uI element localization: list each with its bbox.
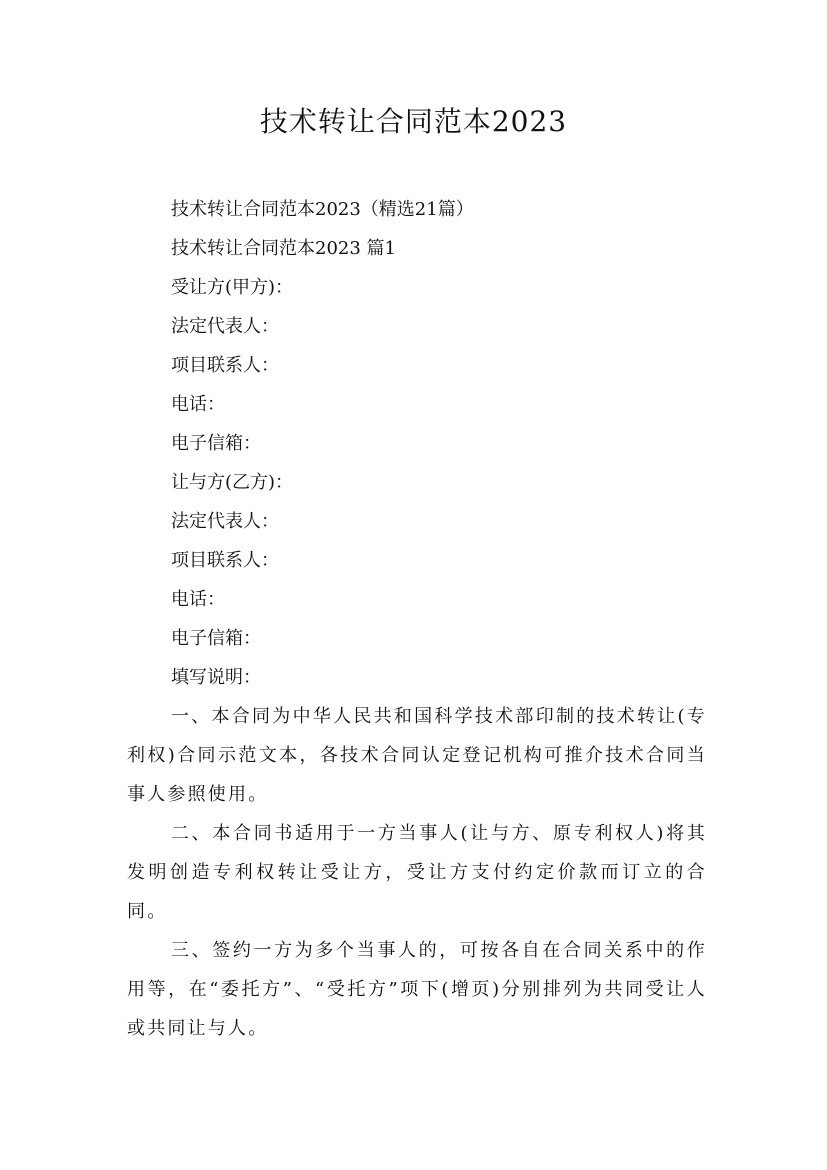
party-b-label: 让与方(乙方)：	[171, 472, 294, 493]
instruction-paragraph-1: 一、本合同为中华人民共和国科学技术部印制的技术转让(专利权)合同示范文本，各技术合同认定登记机构可推介技术合同当事人参照使用。	[127, 706, 707, 805]
instruction-paragraph-2: 二、本合同书适用于一方当事人(让与方、原专利权人)将其发明创造专利权转让受让方，受让方支付约定价款而订立的合同。	[127, 823, 707, 922]
party-b-phone: 电话：	[171, 589, 225, 610]
party-a-contact: 项目联系人：	[171, 355, 279, 376]
instruction-paragraph-3: 三、签约一方为多个当事人的，可按各自在合同关系中的作用等，在“委托方”、“受托方”项下(增页)分别排列为共同受让人或共同让与人。	[127, 940, 707, 1039]
party-b-legal-rep: 法定代表人：	[171, 511, 279, 532]
document-title: 技术转让合同范本2023	[259, 105, 568, 138]
party-a-email: 电子信箱：	[171, 433, 261, 454]
section-heading: 技术转让合同范本2023 篇1	[171, 238, 396, 259]
subtitle-line: 技术转让合同范本2023（精选21篇）	[171, 199, 474, 220]
party-a-legal-rep: 法定代表人：	[171, 316, 279, 337]
party-a-label: 受让方(甲方)：	[171, 277, 294, 298]
party-a-phone: 电话：	[171, 394, 225, 415]
party-b-contact: 项目联系人：	[171, 550, 279, 571]
instructions-heading: 填写说明：	[171, 667, 261, 688]
party-b-email: 电子信箱：	[171, 628, 261, 649]
document-body	[127, 190, 707, 1048]
